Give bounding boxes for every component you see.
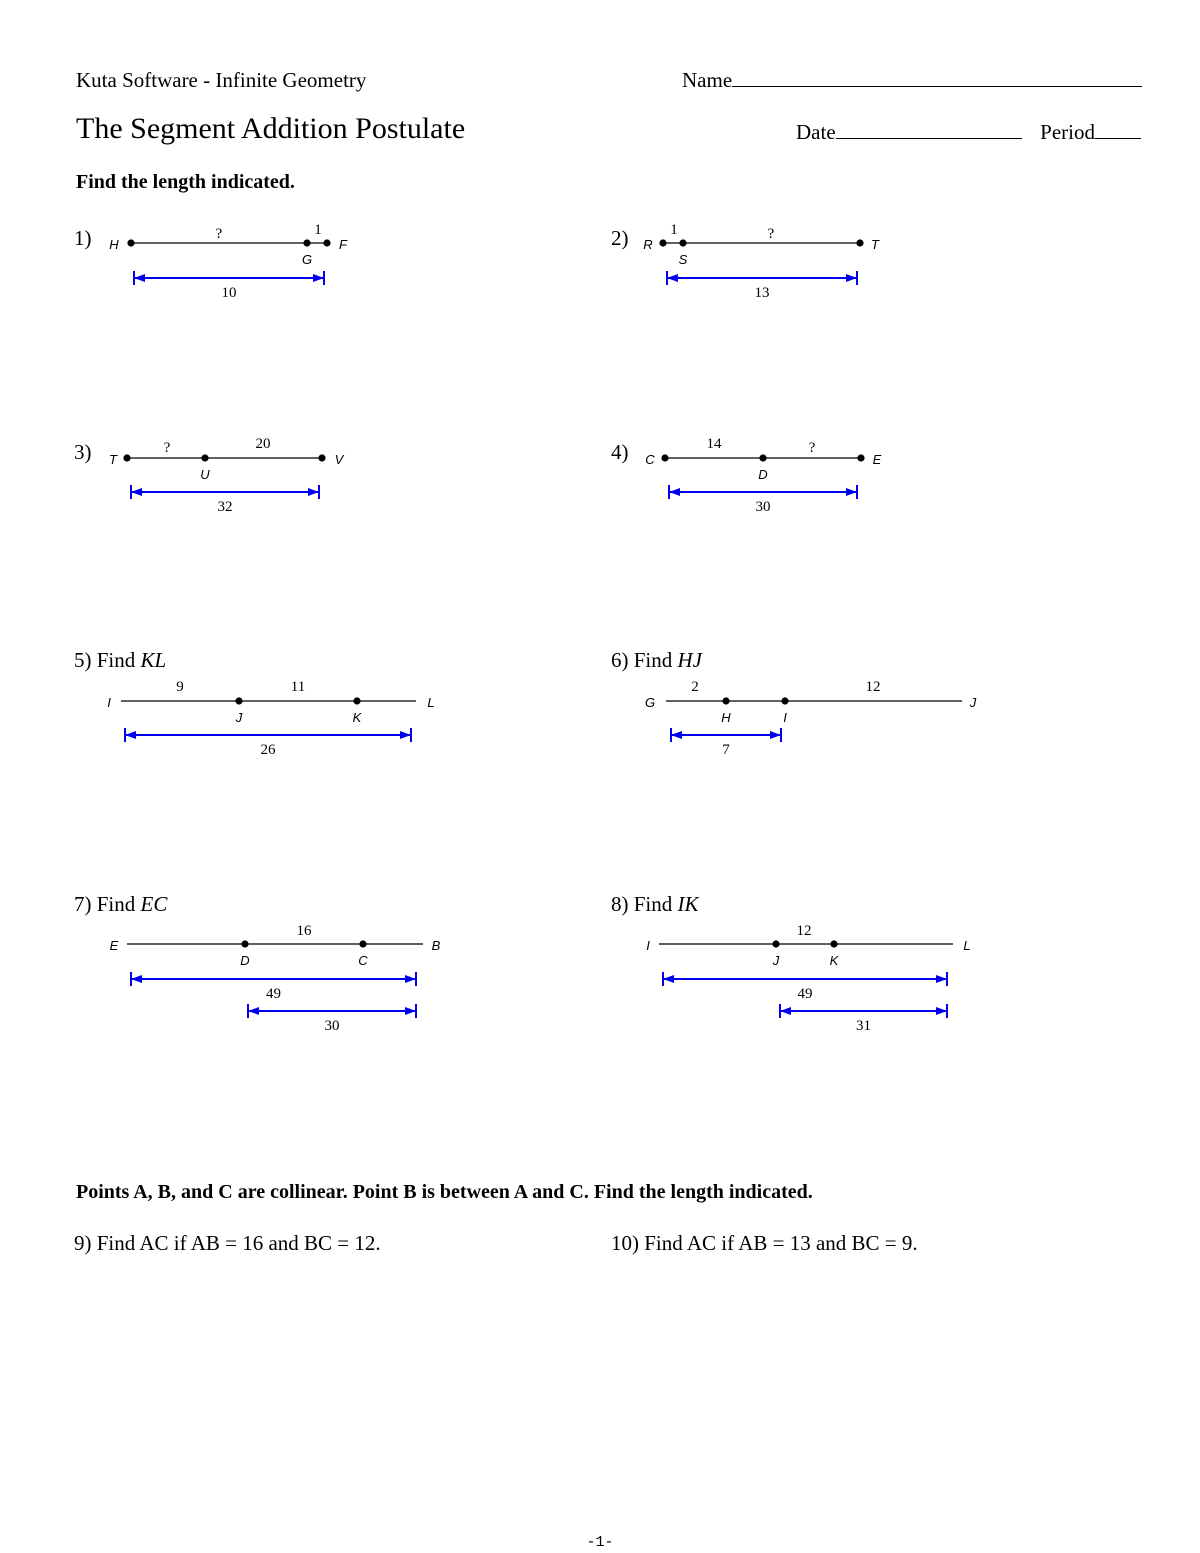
p5-label-L: L (427, 695, 435, 710)
p2-seg-label-ST: ? (767, 226, 775, 242)
p7-point-C (359, 940, 366, 947)
p7-measure-DB-arrow-left (248, 1007, 259, 1015)
p5-label-I: I (107, 695, 111, 710)
p1-seg-label-GF: 1 (314, 222, 322, 238)
p2-point-R (659, 239, 666, 246)
p6-measure-arrow-right (770, 731, 781, 739)
p4-measure-arrow-right (846, 488, 857, 496)
page-number: -1- (586, 1534, 614, 1551)
p7-label-E: E (109, 938, 119, 953)
problem-4-number: 4) (611, 440, 629, 464)
p3-seg-label-UV: 20 (255, 436, 271, 452)
p4-label-E: E (872, 452, 882, 467)
p8-measure-JL-arrow-left (780, 1007, 791, 1015)
p2-label-S: S (678, 252, 688, 267)
problem-8-target: IK (677, 892, 699, 916)
p6-seg-label-IJ: 12 (865, 679, 881, 695)
p2-measure-label: 13 (754, 285, 770, 301)
p8-point-K (830, 940, 837, 947)
p4-measure-arrow-left (669, 488, 680, 496)
p5-seg-label-JK: 11 (290, 679, 306, 695)
problem-9-number: 9) (74, 1231, 92, 1255)
problem-5-find: Find (96, 648, 136, 672)
p1-measure-label: 10 (221, 285, 237, 301)
p7-measure-EB-label: 49 (266, 986, 281, 1002)
p1-label-F: F (339, 237, 347, 252)
p8-label-L: L (963, 938, 971, 953)
p6-measure-label: 7 (722, 742, 730, 758)
problem-7-find: Find (96, 892, 136, 916)
p3-label-T: T (109, 452, 117, 467)
publisher-label: Kuta Software - Infinite Geometry (76, 68, 367, 92)
p4-measure-label: 30 (755, 499, 771, 515)
p3-measure-label: 32 (217, 499, 233, 515)
problem-6-number: 6) (611, 648, 629, 672)
p3-label-V: V (334, 452, 344, 467)
date-label: Date (796, 120, 836, 144)
problem-6-target: HJ (677, 648, 703, 672)
problem-5-target: KL (140, 648, 167, 672)
p6-seg-label-GH: 2 (691, 679, 699, 695)
problem-9-text: Find AC if AB = 16 and BC = 12. (96, 1231, 381, 1255)
p7-label-D: D (240, 953, 250, 968)
p4-seg-label-CD: 14 (706, 436, 722, 452)
p2-measure-arrow-left (667, 274, 678, 282)
p5-measure-arrow-left (125, 731, 136, 739)
p3-point-T (123, 454, 130, 461)
p7-label-B: B (431, 938, 441, 953)
p2-point-S (679, 239, 686, 246)
p3-point-V (318, 454, 325, 461)
p3-label-U: U (200, 467, 210, 482)
p1-measure-arrow-left (134, 274, 145, 282)
p8-measure-JL-arrow-right (936, 1007, 947, 1015)
p8-point-J (772, 940, 779, 947)
p2-seg-label-RS: 1 (670, 222, 678, 238)
p5-measure-arrow-right (400, 731, 411, 739)
problem-8-number: 8) (611, 892, 629, 916)
p1-point-F (323, 239, 330, 246)
name-label: Name (682, 68, 733, 92)
p1-label-G: G (301, 252, 313, 267)
p6-label-I: I (783, 710, 787, 725)
p7-point-D (241, 940, 248, 947)
problem-2-number: 2) (611, 226, 629, 250)
problem-8-find: Find (633, 892, 673, 916)
p8-measure-JL-label: 31 (856, 1018, 871, 1034)
p4-point-E (857, 454, 864, 461)
p5-label-K: K (352, 710, 362, 725)
problem-1-number: 1) (74, 226, 92, 250)
problem-5-number: 5) (74, 648, 92, 672)
p7-label-C: C (358, 953, 368, 968)
problem-7-number: 7) (74, 892, 92, 916)
p8-label-J: J (772, 953, 780, 968)
p6-point-H (722, 697, 729, 704)
p8-label-I: I (646, 938, 650, 953)
p5-measure-label: 26 (260, 742, 276, 758)
problem-10-text: Find AC if AB = 13 and BC = 9. (644, 1231, 918, 1255)
p5-seg-label-IJ: 9 (176, 679, 184, 695)
p7-measure-EB-arrow-left (131, 975, 142, 983)
p4-point-D (759, 454, 766, 461)
p7-seg-label-DC: 16 (296, 923, 312, 939)
p7-measure-DB-label: 30 (324, 1018, 340, 1034)
p8-label-K: K (829, 953, 839, 968)
p3-point-U (201, 454, 208, 461)
p7-measure-EB-arrow-right (405, 975, 416, 983)
section2-instruction: Points A, B, and C are collinear. Point B is between A and C. Find the length indicated. (76, 1181, 813, 1203)
period-label: Period (1040, 120, 1095, 144)
p4-point-C (661, 454, 668, 461)
p5-point-J (235, 697, 242, 704)
p6-point-I (781, 697, 788, 704)
p7-measure-DB-arrow-right (405, 1007, 416, 1015)
p5-label-J: J (235, 710, 243, 725)
p4-label-C: C (645, 452, 655, 467)
section1-instruction: Find the length indicated. (76, 171, 295, 193)
p8-measure-IL-arrow-left (663, 975, 674, 983)
p1-seg-label-HG: ? (215, 226, 223, 242)
p6-measure-arrow-left (671, 731, 682, 739)
p1-label-H: H (109, 237, 119, 252)
p6-label-H: H (721, 710, 731, 725)
p3-measure-arrow-left (131, 488, 142, 496)
problem-10-number: 10) (611, 1231, 639, 1255)
page-title: The Segment Addition Postulate (76, 112, 466, 145)
p5-point-K (353, 697, 360, 704)
p1-point-G (303, 239, 310, 246)
p6-label-J: J (969, 695, 977, 710)
p6-label-G: G (644, 695, 656, 710)
p4-seg-label-DE: ? (808, 440, 816, 456)
p4-label-D: D (758, 467, 768, 482)
p1-measure-arrow-right (313, 274, 324, 282)
p2-label-T: T (871, 237, 879, 252)
p2-point-T (856, 239, 863, 246)
p2-label-R: R (643, 237, 653, 252)
p2-measure-arrow-right (846, 274, 857, 282)
p3-measure-arrow-right (308, 488, 319, 496)
p3-seg-label-TU: ? (163, 440, 171, 456)
p8-measure-IL-label: 49 (797, 986, 813, 1002)
problem-6-find: Find (633, 648, 673, 672)
p8-measure-IL-arrow-right (936, 975, 947, 983)
p1-point-H (127, 239, 134, 246)
problem-3-number: 3) (74, 440, 92, 464)
problem-7-target: EC (140, 892, 168, 916)
p8-seg-label-JK: 12 (796, 923, 812, 939)
